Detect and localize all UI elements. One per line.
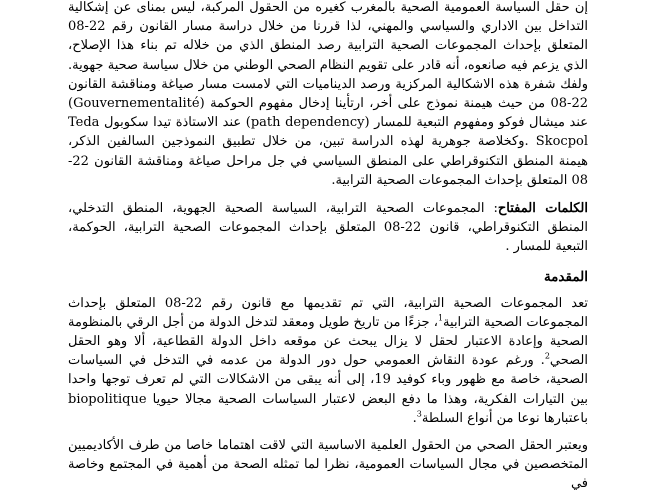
abstract-paragraph: إن حقل السياسة العمومية الصحية بالمغرب كغيره من الحقول المركبة، ليس بمنأى عن إشكالية التداخل بين الاداري والسياسي والمهني، لذا قررنا من خلال دراسة مسار القانون رقم 22-08 المتعلق بإحداث المجموعات الصحية الترابية رصد المنطق الذي من خلاله تم بناء هذا الإصلاح، الذي يزعم فيه صانعوه، أنه قادر على تقويم النظام الصحي الوطني من خلال سياسة صحية جهوية. ولفك شفرة هذه الاشكالية المركزية ورصد الديناميات التي لامست مسار صياغة ومناقشة القانون 22-08 من حيث هيمنة نموذج على أخر، ارتأينا إدخال مفهوم الحوكمة (Gouvernementalité) عند ميشال فوكو ومفهوم التبعية للمسار (path dependency) عند الاستاذة تيدا سكوبول Teda Skocpol .وكخلاصة جوهرية لهذه الدراسة تبين، من خلال تطبيق النموذجين السالفين الذكر، هيمنة المنطق التكنوقراطي على المنطق السياسي في جل مراحل صياغة ومناقشة القانون 22-08 المتعلق بإحداث المجموعات الصحية الترابية.	[68, 0, 589, 188]
footnote-ref-2[interactable]: 2	[544, 351, 550, 361]
intro-text-part-1: تعد المجموعات الصحية الترابية، التي تم تقديمها مع قانون رقم 22-08 المتعلق بإحداث المجموعات الصحية الترابية	[68, 295, 589, 330]
intro-text-part-2: ، جزءًا من تاريخ طويل ومعقد لتدخل الدولة من أجل الرقي بالمنظومة الصحية وإعادة الاعتبار لحقل لا يزال يبحث عن موقعه داخل الدولة القطاعية، ألا وهو الحقل الصحي	[68, 314, 588, 369]
intro-text-part-3: . ورغم عودة النقاش العمومي حول دور الدولة من عدمه في التدخل في السياسات الصحية، خاصة مع ظهور وباء كوفيد 19، إلى أنه يبقى من الاشكالات التي لم تعرف توجها واحدا بين التيارات الفكرية، وهذا ما دفع البعض لاعتبار السياسات الصحية مجالا حيويا biopolitique باعتبارها نوعا من أنواع السلطة	[68, 353, 588, 426]
introduction-paragraph-1	[68, 294, 588, 428]
introduction-paragraph-2: ويعتبر الحقل الصحي من الحقول العلمية الاساسية التي لاقت اهتماما خاصا من طرف الأكاديميين المتخصصين في مجال السياسات العمومية، نظرا لما تمثله الصحة من أهمية في المجتمع وخاصة في	[68, 438, 588, 492]
keywords-text: : المجموعات الصحية الترابية، السياسة الصحية الجهوية، المنطق التدخلي، المنطق التكنوقراطي، قانون 22-08 المتعلق بإحداث المجموعات الصحية الترابية، الحوكمة، التبعية للمسار .	[68, 201, 588, 255]
intro-text-part-4: .	[412, 410, 417, 426]
introduction-heading: المقدمة	[543, 268, 588, 285]
keywords-paragraph	[68, 199, 588, 257]
keywords-label: الكلمات المفتاح	[497, 201, 588, 217]
footnote-ref-3[interactable]: 3	[416, 409, 422, 419]
footnote-ref-1[interactable]: 1	[437, 313, 444, 323]
